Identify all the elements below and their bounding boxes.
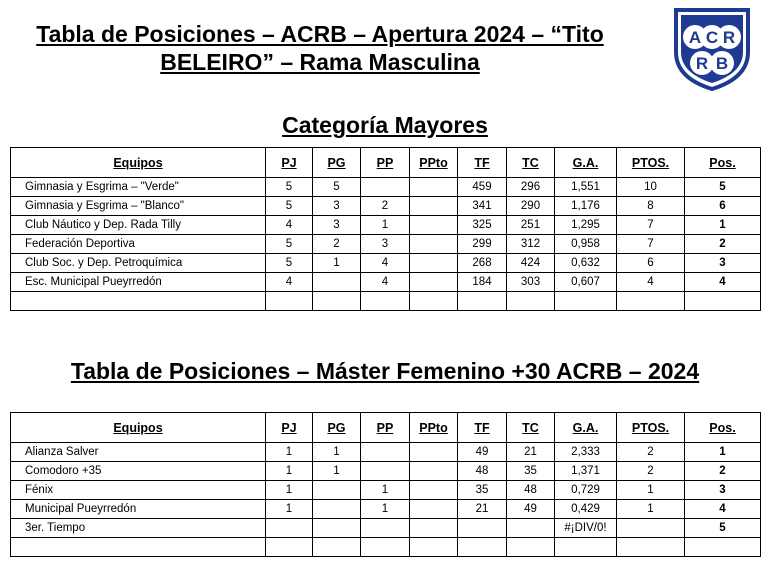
table-row: [11, 235, 761, 254]
title-line-1: Tabla de Posiciones – ACRB – Apertura 2024 – “Tito: [36, 21, 604, 47]
table-row: [11, 481, 761, 500]
cell-pg: 1: [313, 254, 361, 273]
cell-pj: 5: [266, 254, 313, 273]
column-header-tf: TF: [458, 148, 507, 178]
cell-ga: 1,371: [555, 462, 617, 481]
cell-tf: 341: [458, 197, 507, 216]
cell-tf: 49: [458, 443, 507, 462]
cell-tc: 48: [507, 481, 555, 500]
cell-pj: 5: [266, 197, 313, 216]
cell-pj: 1: [266, 443, 313, 462]
cell-pg: [313, 500, 361, 519]
cell-pp: 1: [361, 481, 410, 500]
cell-team: 3er. Tiempo: [11, 519, 266, 538]
cell-pp: 1: [361, 216, 410, 235]
cell-pp: 4: [361, 254, 410, 273]
table-row: [11, 443, 761, 462]
cell-ga: #¡DIV/0!: [555, 519, 617, 538]
cell-pos: 2: [685, 462, 761, 481]
standings-table-master-femenino: [10, 412, 761, 557]
cell-pos: 1: [685, 443, 761, 462]
cell-ppto: [410, 197, 458, 216]
cell-tf: 48: [458, 462, 507, 481]
cell-tc: [507, 538, 555, 557]
cell-ptos: [617, 519, 685, 538]
cell-tc: 251: [507, 216, 555, 235]
cell-pp: 1: [361, 500, 410, 519]
cell-ptos: 2: [617, 443, 685, 462]
cell-pos: [685, 538, 761, 557]
cell-pj: 5: [266, 178, 313, 197]
standings-table-mayores: [10, 147, 761, 311]
cell-pg: 2: [313, 235, 361, 254]
cell-ptos: 2: [617, 462, 685, 481]
cell-tf: 325: [458, 216, 507, 235]
cell-pj: [266, 292, 313, 311]
cell-ppto: [410, 538, 458, 557]
cell-ppto: [410, 443, 458, 462]
cell-tc: 290: [507, 197, 555, 216]
cell-tc: [507, 292, 555, 311]
column-header-pg: PG: [313, 148, 361, 178]
cell-tc: 296: [507, 178, 555, 197]
cell-team: Fénix: [11, 481, 266, 500]
cell-pj: 1: [266, 462, 313, 481]
cell-pp: [361, 443, 410, 462]
cell-pg: 1: [313, 462, 361, 481]
cell-pos: 2: [685, 235, 761, 254]
column-header-pj: PJ: [266, 148, 313, 178]
cell-team: Federación Deportiva: [11, 235, 266, 254]
cell-pg: 5: [313, 178, 361, 197]
table-row: [11, 500, 761, 519]
column-header-pp: PP: [361, 148, 410, 178]
cell-pg: [313, 519, 361, 538]
cell-pj: [266, 519, 313, 538]
title-line-2: BELEIRO” – Rama Masculina: [160, 49, 480, 75]
table-header-row: [11, 148, 761, 178]
cell-pos: 3: [685, 254, 761, 273]
cell-tf: 268: [458, 254, 507, 273]
cell-ptos: 7: [617, 216, 685, 235]
cell-pos: 6: [685, 197, 761, 216]
cell-pg: [313, 481, 361, 500]
cell-team: [11, 538, 266, 557]
cell-team: Alianza Salver: [11, 443, 266, 462]
cell-ga: 1,551: [555, 178, 617, 197]
logo-letter-b: B: [715, 54, 729, 73]
column-header-tf: TF: [458, 413, 507, 443]
cell-tc: 424: [507, 254, 555, 273]
column-header-ga: G.A.: [555, 148, 617, 178]
cell-ga: [555, 292, 617, 311]
column-header-ppto: PPto: [410, 148, 458, 178]
logo-letter-a: A: [688, 28, 702, 47]
cell-ppto: [410, 273, 458, 292]
cell-pg: 3: [313, 216, 361, 235]
table-header-row: [11, 413, 761, 443]
table-row: [11, 462, 761, 481]
cell-pg: 1: [313, 443, 361, 462]
cell-ga: 0,632: [555, 254, 617, 273]
cell-ptos: [617, 292, 685, 311]
cell-pos: [685, 292, 761, 311]
cell-ga: 0,429: [555, 500, 617, 519]
document-title: [0, 20, 640, 76]
cell-tf: [458, 292, 507, 311]
logo-letter-r: R: [695, 54, 709, 73]
cell-pp: [361, 519, 410, 538]
cell-pj: 4: [266, 273, 313, 292]
cell-ppto: [410, 216, 458, 235]
cell-tf: [458, 538, 507, 557]
cell-pj: 1: [266, 500, 313, 519]
cell-ppto: [410, 519, 458, 538]
cell-ptos: 1: [617, 500, 685, 519]
table-row: [11, 216, 761, 235]
cell-team: Comodoro +35: [11, 462, 266, 481]
cell-team: Club Soc. y Dep. Petroquímica: [11, 254, 266, 273]
table-row: [11, 178, 761, 197]
cell-ga: 0,607: [555, 273, 617, 292]
logo-letter-r-top: R: [722, 28, 736, 47]
cell-pj: 1: [266, 481, 313, 500]
table-row: [11, 197, 761, 216]
cell-ppto: [410, 235, 458, 254]
cell-pg: 3: [313, 197, 361, 216]
cell-pp: [361, 538, 410, 557]
column-header-team: Equipos: [11, 413, 266, 443]
cell-pp: 4: [361, 273, 410, 292]
cell-team: Gimnasia y Esgrima – "Verde": [11, 178, 266, 197]
cell-ga: 0,729: [555, 481, 617, 500]
table-row: [11, 538, 761, 557]
cell-pos: 3: [685, 481, 761, 500]
column-header-tc: TC: [507, 148, 555, 178]
cell-pp: [361, 292, 410, 311]
cell-pj: 4: [266, 216, 313, 235]
cell-ga: 2,333: [555, 443, 617, 462]
logo-letter-c: C: [705, 28, 719, 47]
column-header-pp: PP: [361, 413, 410, 443]
cell-pp: 2: [361, 197, 410, 216]
cell-tf: 459: [458, 178, 507, 197]
table-row: [11, 254, 761, 273]
cell-tf: 299: [458, 235, 507, 254]
column-header-team: Equipos: [11, 148, 266, 178]
table-row: [11, 292, 761, 311]
cell-pg: [313, 538, 361, 557]
cell-ptos: 4: [617, 273, 685, 292]
section-title-mayores: Categoría Mayores: [282, 112, 488, 138]
cell-ga: 1,295: [555, 216, 617, 235]
column-header-pj: PJ: [266, 413, 313, 443]
cell-team: Gimnasia y Esgrima – "Blanco": [11, 197, 266, 216]
acrb-logo: [670, 6, 754, 92]
cell-tc: 35: [507, 462, 555, 481]
column-header-ppto: PPto: [410, 413, 458, 443]
column-header-tc: TC: [507, 413, 555, 443]
cell-team: Municipal Pueyrredón: [11, 500, 266, 519]
cell-pos: 1: [685, 216, 761, 235]
cell-ptos: [617, 538, 685, 557]
cell-team: Esc. Municipal Pueyrredón: [11, 273, 266, 292]
cell-ppto: [410, 500, 458, 519]
cell-pj: 5: [266, 235, 313, 254]
table-row: [11, 273, 761, 292]
cell-ptos: 8: [617, 197, 685, 216]
cell-ppto: [410, 254, 458, 273]
cell-ppto: [410, 292, 458, 311]
cell-pp: 3: [361, 235, 410, 254]
column-header-pos: Pos.: [685, 413, 761, 443]
cell-tc: 49: [507, 500, 555, 519]
cell-team: Club Náutico y Dep. Rada Tilly: [11, 216, 266, 235]
cell-tf: 35: [458, 481, 507, 500]
cell-pp: [361, 178, 410, 197]
column-header-pos: Pos.: [685, 148, 761, 178]
cell-pos: 5: [685, 178, 761, 197]
section-title-master-femenino: Tabla de Posiciones – Máster Femenino +30 ACRB – 2024: [70, 358, 700, 384]
cell-ppto: [410, 481, 458, 500]
cell-ga: 1,176: [555, 197, 617, 216]
cell-ga: 0,958: [555, 235, 617, 254]
cell-tf: 184: [458, 273, 507, 292]
cell-ptos: 10: [617, 178, 685, 197]
column-header-ptos: PTOS.: [617, 148, 685, 178]
cell-team: [11, 292, 266, 311]
cell-tc: 312: [507, 235, 555, 254]
column-header-ptos: PTOS.: [617, 413, 685, 443]
cell-ptos: 1: [617, 481, 685, 500]
cell-tc: [507, 519, 555, 538]
cell-tf: [458, 519, 507, 538]
cell-pos: 4: [685, 273, 761, 292]
cell-tf: 21: [458, 500, 507, 519]
column-header-pg: PG: [313, 413, 361, 443]
cell-ptos: 6: [617, 254, 685, 273]
cell-ga: [555, 538, 617, 557]
cell-pg: [313, 292, 361, 311]
cell-pos: 5: [685, 519, 761, 538]
cell-tc: 303: [507, 273, 555, 292]
column-header-ga: G.A.: [555, 413, 617, 443]
cell-ppto: [410, 462, 458, 481]
cell-pos: 4: [685, 500, 761, 519]
cell-pp: [361, 462, 410, 481]
cell-ptos: 7: [617, 235, 685, 254]
cell-ppto: [410, 178, 458, 197]
cell-pg: [313, 273, 361, 292]
cell-pj: [266, 538, 313, 557]
table-row: [11, 519, 761, 538]
cell-tc: 21: [507, 443, 555, 462]
